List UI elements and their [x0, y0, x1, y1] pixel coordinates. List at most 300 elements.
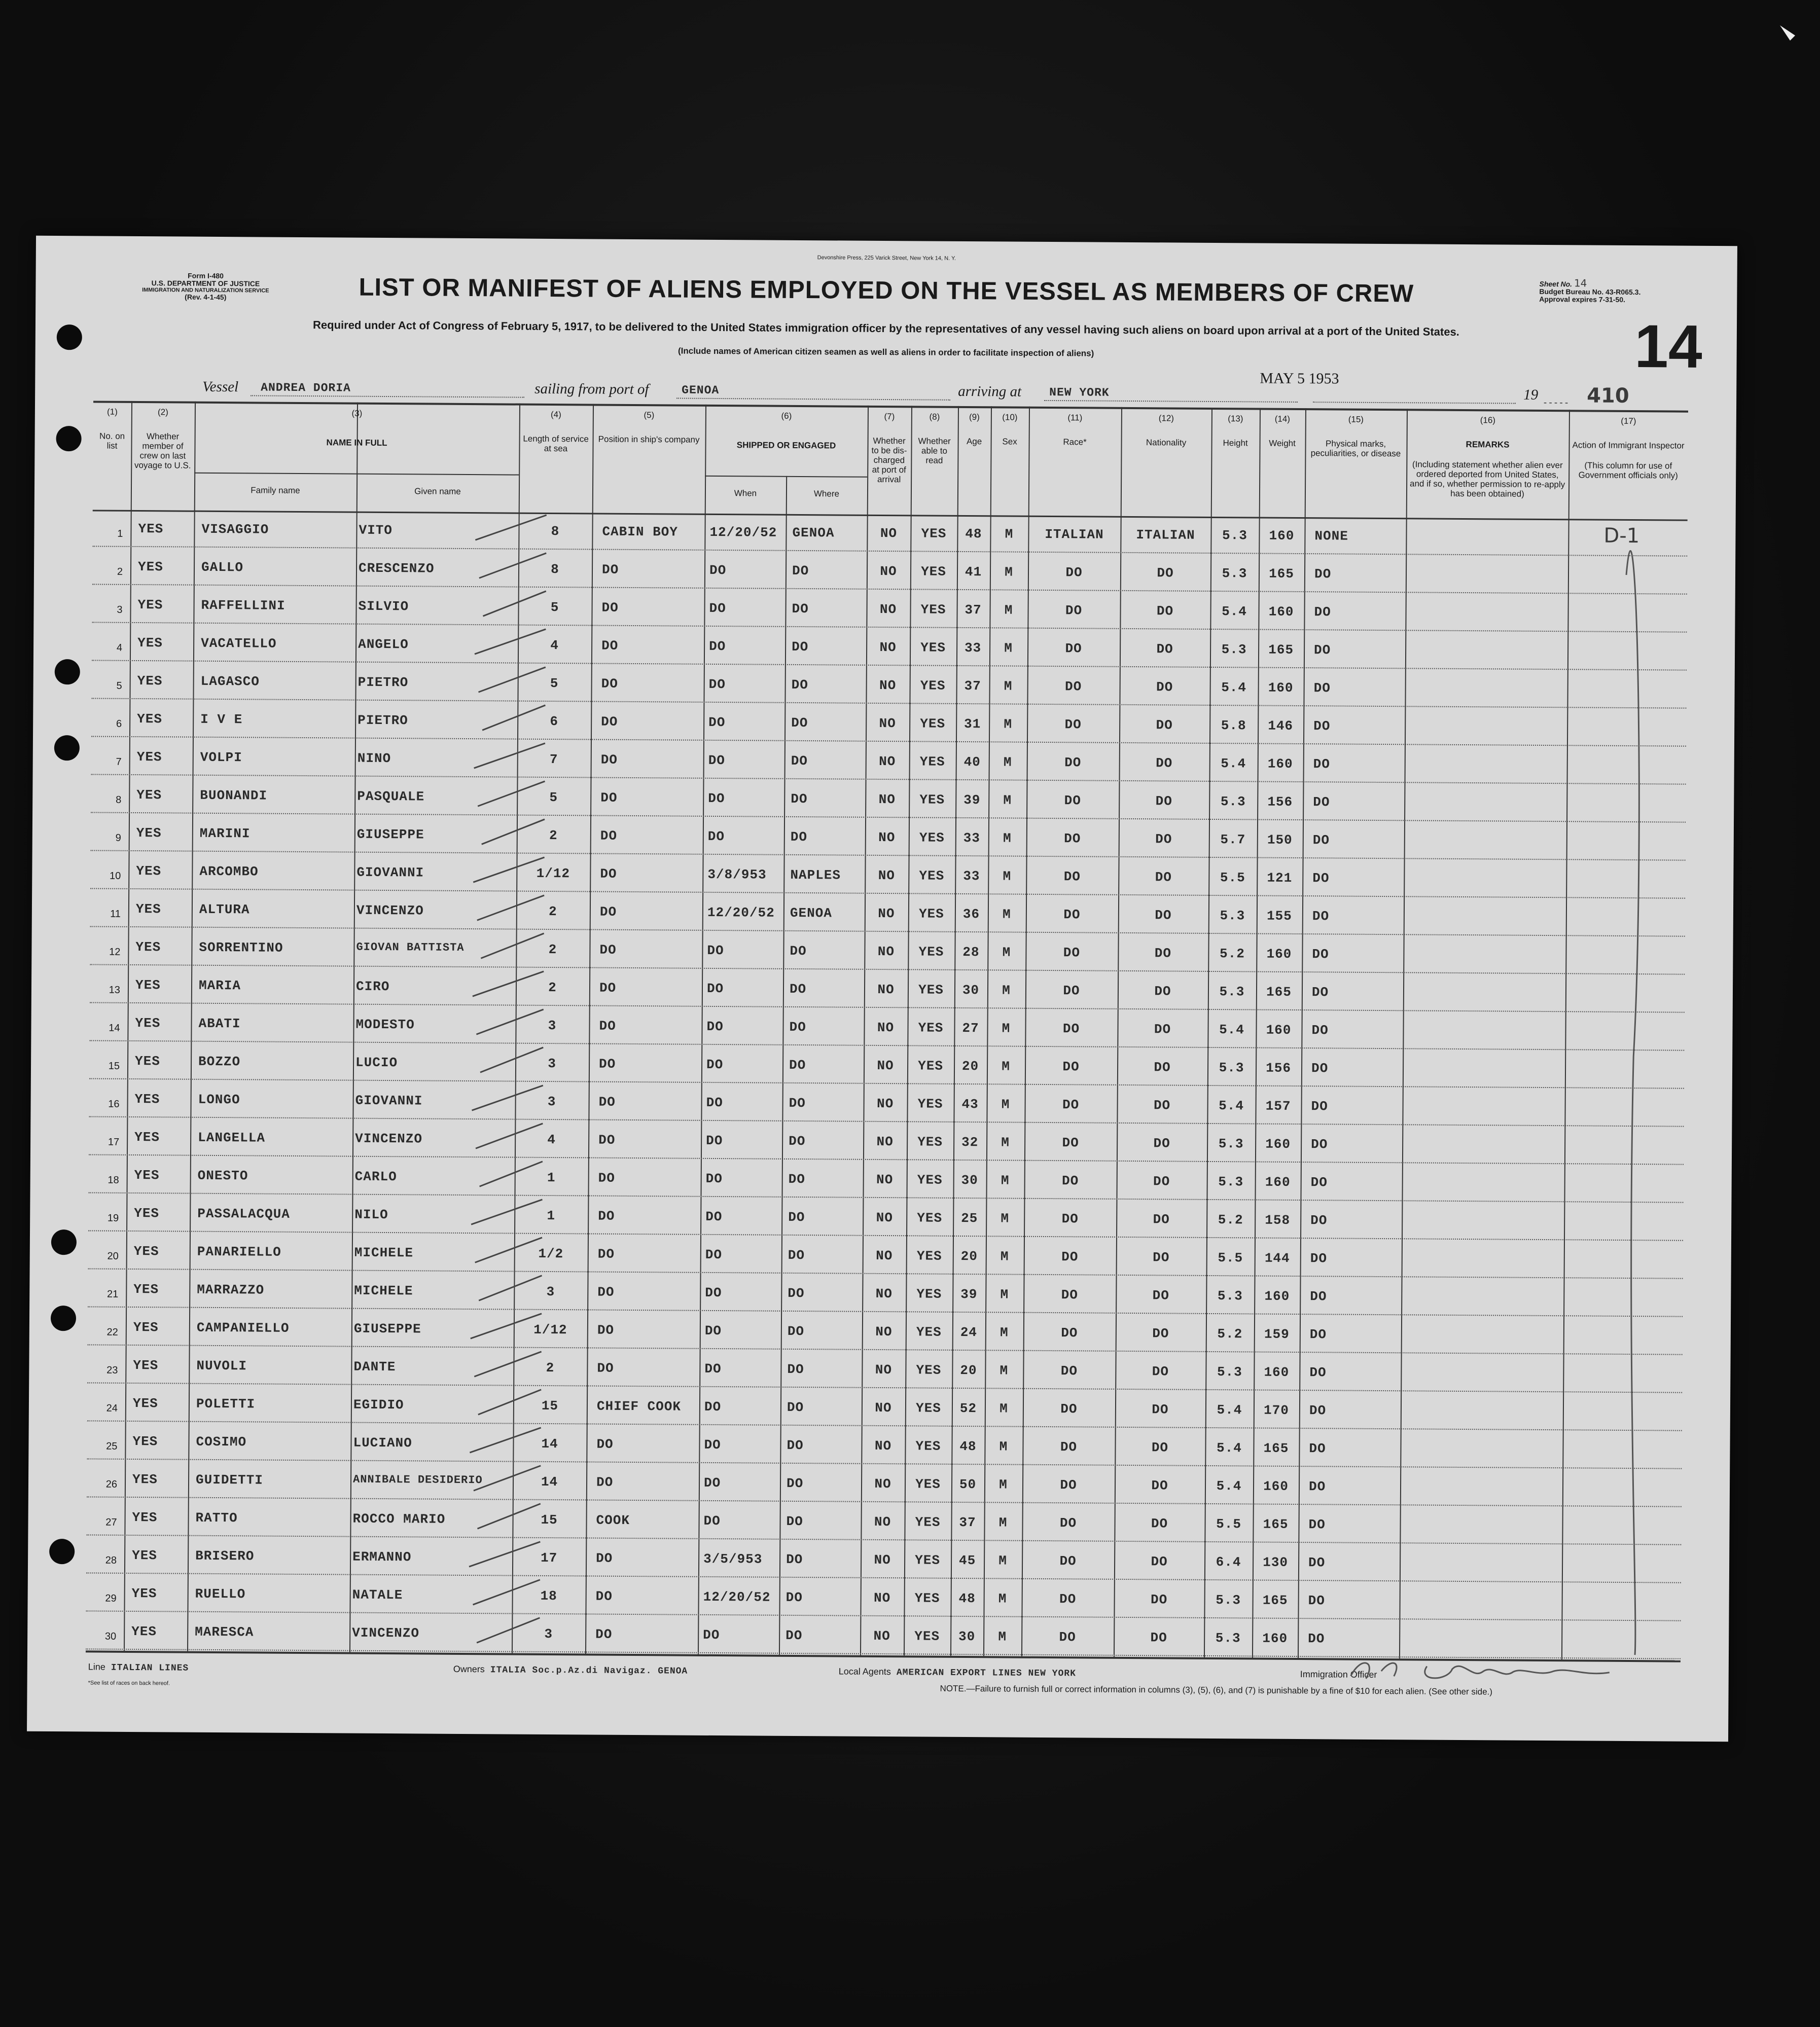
cell-sex: M [1000, 1363, 1009, 1379]
cell-service: 1/12 [533, 1322, 567, 1338]
cell-crew: YES [131, 1585, 157, 1602]
cell-height: 5.5 [1220, 870, 1245, 886]
cell-weight: 160 [1266, 1022, 1292, 1038]
cell-marks: DO [1312, 909, 1330, 924]
cell-sex: M [1003, 754, 1012, 770]
agents-value: AMERICAN EXPORT LINES NEW YORK [896, 1668, 1076, 1679]
cell-age: 41 [965, 564, 982, 580]
cell-crew: YES [137, 597, 163, 613]
cell-sex: M [1004, 602, 1013, 618]
cell-crew: YES [138, 521, 164, 537]
cell-family: NUVOLI [196, 1358, 247, 1374]
cell-crew: YES [137, 711, 163, 727]
cell-crew: YES [133, 1281, 159, 1297]
cell-race: DO [1059, 1630, 1076, 1645]
cell-weight: 165 [1266, 984, 1292, 1000]
cell-crew: YES [132, 1471, 158, 1488]
cell-height: 5.4 [1216, 1478, 1242, 1494]
cell-position: DO [599, 1018, 616, 1034]
punch-hole [49, 1539, 75, 1564]
cell-given: VINCENZO [355, 1131, 423, 1147]
cell-position: DO [598, 1208, 615, 1224]
cell-when: DO [704, 1361, 722, 1377]
vessel-name: ANDREA DORIA [261, 381, 351, 395]
cell-position: DO [595, 1588, 613, 1604]
cell-given: CRESCENZO [358, 560, 435, 576]
cell-read: YES [918, 906, 944, 922]
cell-discharged: NO [875, 1362, 893, 1378]
cell-nationality: DO [1150, 1592, 1168, 1608]
cell-family: PANARIELLO [197, 1244, 281, 1260]
cell-age: 30 [961, 1172, 978, 1188]
cell-marks: DO [1309, 1403, 1327, 1419]
cell-read: YES [915, 1476, 941, 1492]
cell-where: DO [788, 1285, 805, 1301]
cell-age: 24 [960, 1324, 978, 1341]
cell-service: 1 [547, 1208, 556, 1224]
cell-service: 2 [548, 942, 557, 958]
cell-given: NILO [354, 1207, 388, 1223]
row-number: 29 [105, 1592, 117, 1604]
cell-read: YES [920, 716, 946, 732]
column-title: Action of Immigrant Inspector [1572, 440, 1685, 451]
cell-age: 50 [959, 1476, 977, 1493]
cell-discharged: NO [874, 1438, 892, 1454]
cell-read: YES [916, 1324, 942, 1340]
cell-service: 5 [550, 599, 559, 616]
cell-age: 39 [963, 792, 981, 808]
cell-given: MICHELE [354, 1283, 413, 1299]
column-rule [698, 405, 706, 1654]
cell-family: BOZZO [198, 1054, 241, 1070]
row-rule [89, 1154, 1684, 1165]
cell-race: DO [1062, 1135, 1079, 1151]
cell-discharged: NO [873, 1628, 890, 1644]
cell-read: YES [915, 1552, 941, 1568]
sheet-info: Sheet No. 14 Budget Bureau No. 43-R065.3. Approval expires 7-31-50. [1539, 279, 1656, 304]
row-rule [86, 1534, 1681, 1545]
cell-height: 5.3 [1216, 1592, 1241, 1608]
cell-weight: 165 [1268, 642, 1294, 658]
cell-family: MARIA [198, 978, 241, 994]
column-number: (10) [1002, 412, 1018, 422]
cell-read: YES [918, 1020, 944, 1036]
cell-given: GIUSEPPE [353, 1321, 421, 1337]
cell-discharged: NO [874, 1476, 891, 1492]
cell-where: DO [788, 1171, 806, 1187]
cell-position: DO [599, 904, 617, 920]
cell-weight: 159 [1264, 1326, 1290, 1342]
cell-discharged: NO [880, 563, 897, 580]
cell-marks: DO [1309, 1327, 1327, 1343]
cell-marks: DO [1311, 1061, 1329, 1076]
cell-service: 3 [546, 1284, 555, 1300]
cell-family: MARINI [199, 825, 251, 842]
cell-nationality: DO [1151, 1440, 1169, 1456]
cell-weight: 160 [1266, 946, 1292, 962]
cell-nationality: DO [1153, 1174, 1170, 1189]
row-number: 23 [106, 1364, 118, 1376]
cell-where: DO [787, 1437, 804, 1454]
officer-label: Immigration Officer [1300, 1669, 1377, 1680]
column-rule [124, 401, 132, 1651]
row-rule [89, 1040, 1684, 1051]
column-title: REMARKS [1466, 440, 1510, 450]
cell-position: DO [599, 942, 617, 958]
column-subtitle: When [734, 488, 757, 498]
cell-given: PASQUALE [357, 788, 425, 805]
cell-crew: YES [137, 559, 163, 575]
manifest-sheet [27, 236, 1737, 1742]
cell-marks: DO [1313, 718, 1331, 734]
cell-position: COOK [596, 1512, 630, 1528]
cell-race: DO [1065, 603, 1083, 619]
row-rule [91, 774, 1686, 784]
cell-weight: 165 [1262, 1592, 1288, 1608]
cell-service: 2 [549, 903, 557, 920]
cell-weight: 160 [1262, 1631, 1288, 1646]
row-rule [87, 1420, 1682, 1431]
cell-where: DO [791, 677, 808, 693]
cell-where: DO [790, 829, 808, 845]
row-number: 20 [107, 1250, 119, 1262]
cell-marks: DO [1308, 1479, 1326, 1495]
cell-where: DO [786, 1627, 803, 1644]
cell-where: DO [790, 943, 807, 959]
cell-age: 30 [958, 1628, 976, 1645]
cell-when: 12/20/52 [703, 1589, 771, 1605]
cell-crew: YES [135, 901, 161, 917]
cell-discharged: NO [877, 944, 895, 960]
cell-height: 5.5 [1216, 1516, 1242, 1532]
cell-weight: 130 [1263, 1554, 1289, 1570]
cell-when: DO [705, 1171, 723, 1187]
cell-family: LAGASCO [200, 673, 260, 690]
cell-given: GIOVANNI [355, 1093, 423, 1109]
column-title: No. on list [99, 431, 125, 451]
cell-height: 5.3 [1219, 984, 1245, 1000]
cell-family: I V E [200, 711, 243, 728]
cell-weight: 157 [1265, 1098, 1291, 1114]
column-title: Physical marks, peculiarities, or disease [1310, 439, 1401, 459]
cell-where: DO [792, 639, 809, 655]
cell-sex: M [1001, 1097, 1010, 1112]
printer-imprint: Devonshire Press, 225 Varick Street, New York 14, N. Y. [817, 255, 956, 262]
cell-when: DO [707, 828, 725, 845]
cell-age: 33 [963, 830, 981, 846]
cell-nationality: DO [1153, 1136, 1170, 1151]
cell-sex: M [1001, 1173, 1010, 1188]
cell-where: DO [789, 1095, 806, 1111]
cell-discharged: NO [879, 677, 897, 694]
cell-crew: YES [132, 1395, 158, 1411]
column-title: Height [1223, 438, 1248, 448]
cell-where: GENOA [792, 525, 835, 541]
cell-crew: YES [133, 1357, 159, 1373]
row-number: 6 [116, 718, 122, 730]
row-number: 30 [104, 1631, 117, 1642]
cell-weight: 165 [1263, 1516, 1289, 1532]
cell-sex: M [1000, 1249, 1009, 1264]
cell-weight: 150 [1267, 832, 1293, 848]
cell-family: LANGELLA [198, 1130, 266, 1146]
cell-race: ITALIAN [1045, 526, 1104, 542]
cell-sex: M [1002, 983, 1011, 998]
cell-position: DO [600, 752, 618, 768]
cell-height: 5.3 [1218, 1174, 1244, 1190]
cell-marks: DO [1309, 1441, 1326, 1457]
approval-expiry: Approval expires 7-31-50. [1539, 295, 1626, 304]
cell-read: YES [919, 868, 945, 884]
cell-height: 5.5 [1218, 1250, 1243, 1266]
cell-position: DO [597, 1360, 614, 1376]
cell-marks: NONE [1314, 528, 1348, 544]
cell-sex: M [998, 1515, 1008, 1531]
column-title: Whether able to read [918, 436, 951, 465]
cell-crew: YES [132, 1547, 158, 1564]
cell-sex: M [1001, 1211, 1010, 1226]
cell-when: DO [707, 943, 724, 959]
cell-height: 5.3 [1222, 528, 1247, 544]
cell-age: 37 [959, 1514, 976, 1531]
column-number: (5) [644, 410, 655, 420]
row-rule [92, 584, 1687, 594]
cell-family: RUELLO [195, 1586, 246, 1602]
cell-race: DO [1063, 869, 1081, 885]
cell-position: DO [601, 714, 618, 730]
row-number: 15 [108, 1060, 120, 1072]
cell-given: NINO [357, 750, 391, 767]
cell-family: VISAGGIO [201, 521, 269, 537]
cell-read: YES [916, 1362, 942, 1378]
cell-where: DO [787, 1323, 805, 1340]
cell-height: 5.2 [1217, 1326, 1243, 1342]
cell-sex: M [998, 1591, 1007, 1607]
cell-age: 48 [958, 1590, 976, 1607]
cell-position: CABIN BOY [602, 524, 679, 540]
cell-sex: M [999, 1477, 1008, 1493]
cell-sex: M [1002, 1021, 1011, 1036]
cell-discharged: NO [874, 1514, 891, 1530]
row-number: 17 [108, 1136, 120, 1148]
cell-position: DO [597, 1322, 615, 1338]
cell-race: DO [1063, 983, 1080, 999]
cell-where: DO [786, 1589, 803, 1606]
cell-where: DO [788, 1247, 805, 1263]
row-rule [86, 1610, 1681, 1621]
cell-discharged: NO [879, 601, 897, 618]
row-rule [88, 1268, 1683, 1279]
cell-position: DO [601, 600, 619, 616]
cell-when: DO [709, 638, 726, 655]
column-title: Position in ship's company [598, 434, 700, 445]
cell-sex: M [1003, 868, 1012, 884]
cell-read: YES [918, 944, 944, 960]
cell-service: 6 [550, 713, 559, 730]
cell-sex: M [1000, 1287, 1009, 1302]
cell-race: DO [1061, 1211, 1079, 1227]
cell-when: DO [709, 562, 727, 578]
cell-when: DO [708, 752, 726, 769]
cell-where: GENOA [790, 905, 833, 921]
cell-service: 3 [544, 1626, 553, 1642]
column-title: Whether member of crew on last voyage to U.S. [134, 431, 191, 470]
cell-where: DO [792, 563, 809, 579]
row-number: 18 [108, 1174, 119, 1186]
cell-weight: 155 [1266, 908, 1292, 924]
cell-family: GUIDETTI [195, 1472, 263, 1488]
cell-weight: 160 [1264, 1364, 1290, 1380]
row-number: 12 [109, 946, 121, 958]
owners-label: Owners [453, 1663, 485, 1675]
cell-crew: YES [132, 1433, 158, 1450]
footer-agents [839, 1667, 1076, 1679]
cell-read: YES [917, 1134, 943, 1150]
row-rule [88, 1344, 1683, 1355]
row-number: 28 [105, 1554, 117, 1566]
cell-crew: YES [135, 1054, 161, 1069]
footer-line [88, 1661, 189, 1673]
cell-discharged: NO [878, 829, 896, 846]
cell-discharged: NO [876, 1172, 894, 1188]
cell-discharged: NO [876, 1134, 894, 1150]
cell-age: 27 [962, 1020, 979, 1036]
cell-sex: M [1002, 1059, 1010, 1074]
cell-race: DO [1060, 1363, 1078, 1379]
cell-marks: DO [1313, 756, 1331, 772]
punch-hole [54, 735, 80, 761]
cell-crew: YES [134, 1205, 160, 1221]
cell-read: YES [921, 526, 947, 541]
cell-family: ARCOMBO [199, 863, 259, 880]
cell-nationality: DO [1157, 565, 1174, 581]
cell-given: MICHELE [354, 1245, 414, 1261]
punch-hole [51, 1306, 76, 1331]
ditto-line [1620, 551, 1642, 1655]
cell-nationality: DO [1156, 603, 1174, 619]
agents-label: Local Agents [838, 1666, 891, 1677]
cell-position: DO [595, 1626, 613, 1642]
cell-marks: DO [1313, 794, 1330, 810]
cell-height: 5.3 [1215, 1631, 1241, 1646]
cell-read: YES [915, 1438, 941, 1454]
cell-nationality: DO [1156, 679, 1173, 695]
row-number: 22 [106, 1326, 118, 1338]
row-number: 4 [116, 642, 123, 654]
cell-discharged: NO [878, 867, 896, 884]
row-rule [90, 964, 1685, 974]
cell-age: 32 [961, 1134, 979, 1150]
cell-race: DO [1063, 907, 1081, 923]
cell-race: DO [1059, 1591, 1077, 1607]
cell-where: DO [787, 1399, 804, 1416]
cell-weight: 165 [1263, 1440, 1289, 1456]
cell-service: 4 [547, 1132, 556, 1148]
cell-read: YES [916, 1286, 942, 1302]
cell-marks: DO [1308, 1517, 1326, 1533]
cell-nationality: DO [1152, 1288, 1170, 1304]
cell-weight: 160 [1268, 680, 1294, 696]
stamped-sheet-number: 14 [1634, 312, 1703, 381]
cell-read: YES [915, 1514, 941, 1530]
cell-sex: M [1005, 564, 1013, 580]
row-number: 19 [107, 1212, 119, 1224]
punch-hole [51, 1229, 77, 1255]
cell-family: CAMPANIELLO [196, 1320, 290, 1336]
row-number: 16 [108, 1098, 120, 1110]
row-number: 25 [106, 1440, 118, 1452]
cell-service: 18 [540, 1588, 557, 1604]
column-number: (16) [1480, 415, 1496, 425]
cell-weight: 160 [1263, 1478, 1289, 1494]
cell-position: DO [596, 1550, 613, 1566]
row-rule [92, 660, 1687, 670]
race-footnote: *See list of races on back hereof. [88, 1680, 170, 1687]
budget-bureau: Budget Bureau No. 43-R065.3. [1539, 287, 1641, 297]
row-number: 7 [116, 756, 122, 768]
row-number: 11 [110, 908, 121, 920]
column-title: Whether to be dis-charged at port of arrival [871, 436, 907, 485]
cell-given: CIRO [355, 979, 390, 995]
cell-nationality: DO [1150, 1630, 1167, 1646]
cell-when: DO [703, 1627, 720, 1643]
cell-sex: M [1000, 1325, 1009, 1341]
cell-height: 5.3 [1219, 1060, 1244, 1076]
cell-read: YES [920, 602, 946, 618]
column-number: (3) [351, 408, 363, 418]
footer-owners [453, 1664, 688, 1677]
cell-service: 2 [549, 827, 558, 844]
cell-family: VACATELLO [201, 635, 277, 651]
cell-age: 33 [964, 640, 982, 656]
cell-when: DO [706, 1095, 723, 1111]
cell-marks: DO [1310, 1251, 1328, 1266]
cell-family: BUONANDI [200, 787, 268, 804]
row-rule [91, 812, 1686, 822]
cell-read: YES [919, 754, 945, 770]
cell-service: 3 [547, 1094, 556, 1110]
cell-nationality: DO [1151, 1554, 1168, 1570]
cell-nationality: DO [1152, 1364, 1169, 1380]
cell-nationality: DO [1154, 984, 1171, 999]
cell-given: GIOVANNI [356, 864, 424, 881]
cell-service: 1/2 [538, 1246, 564, 1262]
cell-race: DO [1064, 755, 1082, 771]
cell-when: DO [709, 600, 726, 617]
cell-age: 45 [958, 1552, 976, 1569]
cell-family: POLETTI [196, 1396, 256, 1412]
cell-where: NAPLES [790, 867, 841, 883]
cell-read: YES [914, 1590, 940, 1606]
cell-height: 5.4 [1216, 1440, 1242, 1456]
cell-given: VITO [359, 522, 393, 538]
cell-nationality: DO [1156, 641, 1173, 657]
row-rule [86, 1572, 1681, 1583]
cell-position: DO [600, 828, 618, 844]
cell-given: SILVIO [358, 598, 409, 614]
row-rule [89, 1192, 1684, 1203]
cell-sex: M [1003, 830, 1012, 846]
cell-weight: 146 [1268, 718, 1294, 734]
cell-crew: YES [133, 1243, 159, 1259]
column-subtitle: Where [813, 489, 840, 499]
cell-read: YES [919, 792, 945, 808]
cell-given: GIOVAN BATTISTA [356, 940, 465, 954]
corner-arrow-icon [1775, 20, 1805, 51]
row-number: 9 [115, 832, 121, 844]
cell-race: DO [1063, 945, 1081, 961]
cell-height: 5.8 [1221, 718, 1246, 734]
